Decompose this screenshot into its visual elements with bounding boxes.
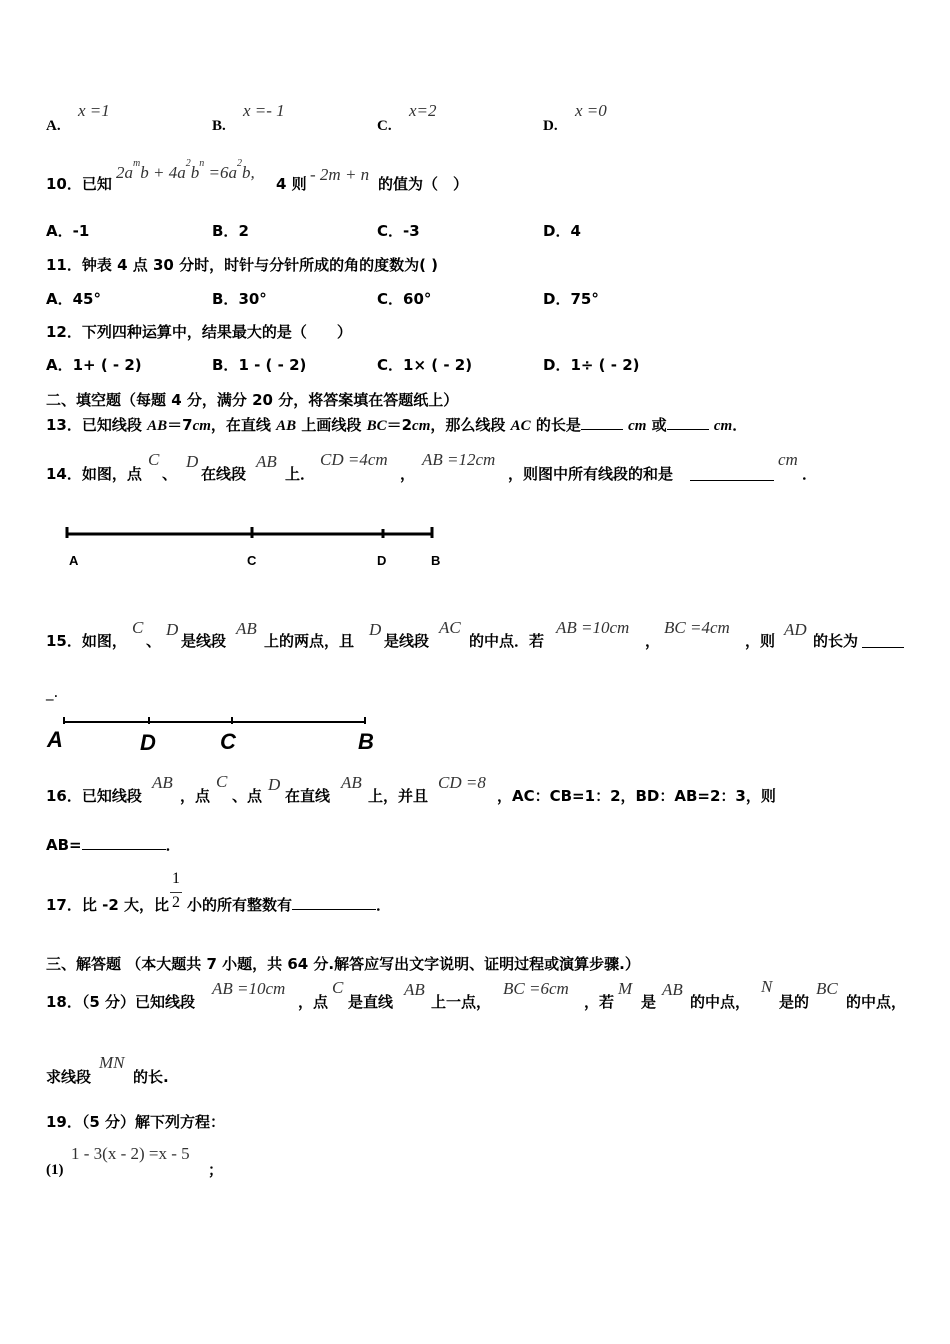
q15-text-5: 是线段: [384, 632, 430, 650]
q10-option-c: C．-3: [377, 222, 420, 240]
q10-tail: 的值为（ ）: [378, 175, 469, 193]
q18-segment-mn: MN: [99, 1053, 125, 1072]
q9-option-a-expr: x =1: [78, 101, 110, 120]
q16-answer-blank[interactable]: [82, 835, 166, 850]
q9-option-b-expr: x =- 1: [243, 101, 285, 120]
q12-option-b: B．1 - ( - 2): [212, 356, 307, 374]
q14-ab-value: AB =12cm: [422, 450, 496, 469]
q17-fraction-numerator: 1: [172, 870, 180, 887]
q17-answer-blank[interactable]: [292, 895, 376, 910]
q15-ab-value: AB =10cm: [556, 618, 630, 637]
q17-text-2: 小的所有整数有 ．: [187, 896, 392, 914]
q18-point-m: M: [618, 979, 633, 998]
q16-segment-ab: AB: [152, 773, 173, 792]
q10-option-d: D．4: [543, 222, 581, 240]
q15-label-b: B: [358, 729, 374, 754]
q15-text-2: 、: [146, 632, 162, 650]
q10-option-b: B．2: [212, 222, 249, 240]
q10-option-a: A．-1: [46, 222, 90, 240]
q14-text-4: 上．: [285, 465, 316, 483]
question-19: 19．（5 分）解下列方程：: [46, 1113, 226, 1131]
q19-equation: 1 - 3(x - 2) =x - 5: [71, 1144, 190, 1163]
q10-number: 10．已知: [46, 175, 112, 193]
question-12: 12．下列四种运算中，结果最大的是（ ）: [46, 323, 352, 341]
q13-blank-2[interactable]: [667, 415, 709, 430]
q17-fraction-bar: [170, 892, 182, 893]
q9-option-d-expr: x =0: [575, 101, 607, 120]
q15-label-a: A: [47, 727, 63, 752]
q18-text-2: ，点: [298, 993, 329, 1011]
q15-text-9: 的长为: [813, 632, 859, 650]
q11-option-d: D．75°: [543, 290, 599, 308]
section-3-heading: 三、解答题 （本大题共 7 小题，共 64 分.解答应写出文字说明、证明过程或演算步骤.）: [46, 955, 640, 973]
q19-sub-label: (1): [46, 1162, 64, 1178]
q16-segment-ab2: AB: [341, 773, 362, 792]
q11-option-c: C．60°: [377, 290, 432, 308]
q18-text-8: 是的: [779, 993, 810, 1011]
q15-bc-value: BC =4cm: [664, 618, 730, 637]
q15-text-6: 的中点．若: [469, 632, 545, 650]
q14-text-2: 、: [162, 465, 178, 483]
q9-option-a-label: A.: [46, 118, 61, 134]
q12-option-d: D．1÷ ( - 2): [543, 356, 640, 374]
q15-text-7: ，: [645, 632, 661, 650]
q18-text-1: 18．（5 分）已知线段: [46, 993, 196, 1011]
q16-point-d: D: [268, 775, 281, 794]
q18-point-c: C: [332, 978, 344, 997]
q16-cd-value: CD =8: [438, 773, 486, 792]
q15-text-1: 15．如图，: [46, 632, 127, 650]
q14-label-a: A: [69, 553, 79, 568]
q15-text-8: ，则: [745, 632, 776, 650]
q16-text-6: ，AC：CB=1：2，BD：AB=2：3，则: [497, 787, 776, 805]
q12-option-a: A．1+ ( - 2): [46, 356, 142, 374]
q15-blank-continuation: _.: [46, 683, 59, 701]
q18-line2-text-2: 的长.: [133, 1068, 169, 1086]
q14-end: ．: [802, 465, 818, 483]
q15-label-d: D: [140, 730, 156, 755]
q19-end: ；: [208, 1161, 224, 1179]
q15-point-d2: D: [369, 620, 382, 639]
q14-text-6: ，则图中所有线段的和是: [508, 465, 674, 483]
q18-segment-bc: BC: [816, 979, 838, 998]
question-13: 13．已知线段 AB＝7cm，在直线 AB 上画线段 BC＝2cm，那么线段 AC 的长是 cm 或 cm．: [46, 416, 748, 434]
q14-cd-value: CD =4cm: [320, 450, 388, 469]
q14-figure: [60, 522, 460, 574]
section-2-heading: 二、填空题（每题 4 分，满分 20 分，将答案填在答题纸上）: [46, 391, 459, 409]
q17-fraction-denominator: 2: [172, 894, 180, 911]
q14-unit: cm: [778, 450, 798, 469]
q18-line2-text-1: 求线段: [46, 1068, 92, 1086]
q15-text-3: 是线段: [181, 632, 227, 650]
q15-label-c: C: [220, 729, 236, 754]
q16-text-2: ，点: [180, 787, 211, 805]
q9-option-c-label: C.: [377, 118, 392, 134]
q18-ab-value: AB =10cm: [212, 979, 286, 998]
q18-text-5: ，若: [584, 993, 615, 1011]
q10-equation: $2a^mb + 4a^2b^n =6a^2b$,: [116, 158, 255, 182]
question-10: [46, 174, 112, 194]
q14-label-d: D: [377, 553, 387, 568]
q18-text-3: 是直线: [348, 993, 394, 1011]
q18-text-4: 上一点，: [431, 993, 492, 1011]
q14-answer-blank[interactable]: [690, 466, 774, 481]
q14-segment-ab: AB: [256, 452, 277, 471]
q14-label-b: B: [431, 553, 441, 568]
q18-text-9: 的中点，: [846, 993, 907, 1011]
question-11: 11．钟表 4 点 30 分时，时针与分针所成的角的度数为( ): [46, 256, 439, 274]
q16-text-5: 上，并且: [368, 787, 429, 805]
q10-expr: - 2m + n: [310, 165, 370, 184]
q10-mid: 4 则: [276, 175, 307, 193]
q16-point-c: C: [216, 772, 228, 791]
q18-text-6: 是: [641, 993, 657, 1011]
q12-option-c: C．1× ( - 2): [377, 356, 473, 374]
q16-text-4: 在直线: [285, 787, 331, 805]
q14-point-c: C: [148, 450, 160, 469]
q14-text-5: ，: [400, 465, 416, 483]
q14-point-d: D: [186, 452, 199, 471]
q15-segment-ac: AC: [439, 618, 461, 637]
q9-option-d-label: D.: [543, 118, 558, 134]
q15-answer-blank[interactable]: [862, 633, 904, 648]
q13-blank-1[interactable]: [581, 415, 623, 430]
q15-segment-ab: AB: [236, 619, 257, 638]
q14-text-1: 14．如图，点: [46, 465, 142, 483]
q16-answer-line: AB= ．: [46, 836, 181, 854]
q18-segment-ab2: AB: [662, 980, 683, 999]
q16-text-1: 16．已知线段: [46, 787, 142, 805]
q17-text-1: 17．比 -2 大，比: [46, 896, 169, 914]
q15-point-d: D: [166, 620, 179, 639]
q9-option-c-expr: x=2: [409, 101, 437, 120]
q15-point-c: C: [132, 618, 144, 637]
q18-text-7: 的中点，: [690, 993, 751, 1011]
q9-option-b-label: B.: [212, 118, 226, 134]
q18-segment-ab: AB: [404, 980, 425, 999]
q18-bc-value: BC =6cm: [503, 979, 569, 998]
q11-option-a: A．45°: [46, 290, 101, 308]
q15-figure: [44, 712, 384, 756]
q16-text-3: 、点: [232, 787, 263, 805]
q15-segment-ad: AD: [784, 620, 807, 639]
q18-point-n: N: [761, 977, 773, 996]
q14-text-3: 在线段: [201, 465, 247, 483]
q11-option-b: B．30°: [212, 290, 267, 308]
q14-label-c: C: [247, 553, 257, 568]
q15-text-4: 上的两点，且: [264, 632, 355, 650]
